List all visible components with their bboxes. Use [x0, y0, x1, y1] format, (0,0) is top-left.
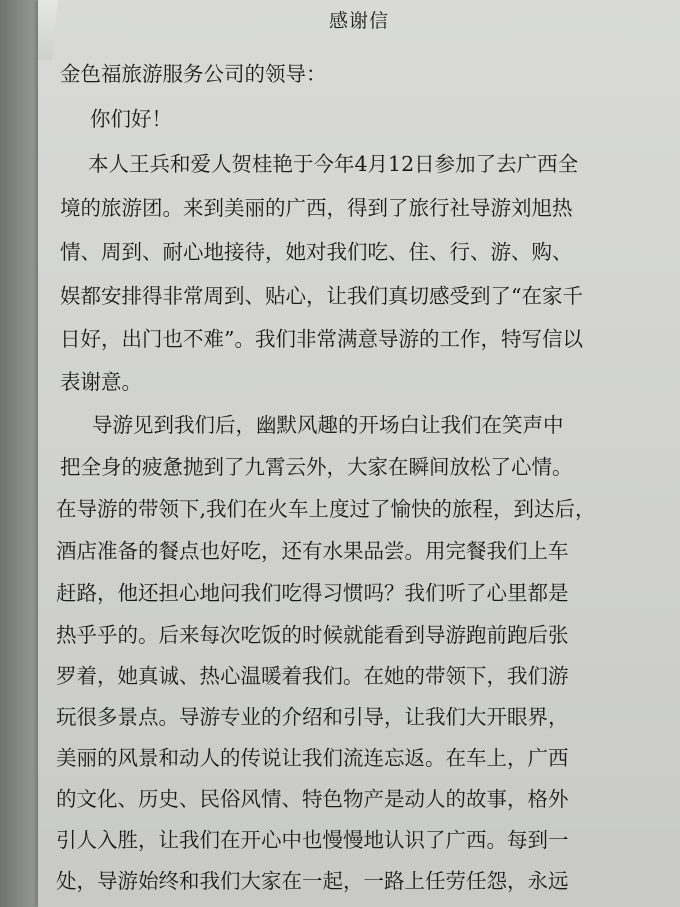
letter-line: 把全身的疲惫抛到了九霄云外，大家在瞬间放松了心情。: [60, 455, 573, 479]
letter-line: 在导游的带领下,我们在火车上度过了愉快的旅程，到达后，: [56, 497, 596, 521]
letter-line: 引人入胜，让我们在开心中也慢慢地认识了广西。每到一: [56, 828, 569, 852]
letter-line: 的文化、历史、民俗风情、特色物产是动人的故事，格外: [56, 787, 569, 811]
letter-title: 感谢信: [328, 10, 389, 32]
letter-line: 酒店准备的餐点也好吃，还有水果品尝。用完餐我们上车: [56, 539, 569, 563]
letter-line: 罗着，她真诚、热心温暖着我们。在她的带领下，我们游: [56, 664, 569, 688]
letter-line: 境的旅游团。来到美丽的广西，得到了旅行社导游刘旭热: [60, 196, 573, 220]
letter-line: 玩很多景点。导游专业的介绍和引导，让我们大开眼界，: [56, 705, 569, 729]
letter-line: 日好，出门也不难”。我们非常满意导游的工作，特写信以: [60, 327, 583, 351]
table-background: [0, 0, 40, 907]
letter-line: 赶路，他还担心地问我们吃得习惯吗？我们听了心里都是: [56, 581, 569, 605]
letter-line: 热乎乎的。后来每次吃饭的时候就能看到导游跑前跑后张: [56, 623, 569, 647]
letter-line: 处，导游始终和我们大家在一起，一路上任劳任怨，永远: [56, 869, 569, 893]
letter-line: 娱都安排得非常周到、贴心，让我们真切感受到了“在家千: [60, 284, 583, 308]
letter-greeting: 你们好！: [90, 107, 172, 131]
letter-salutation: 金色福旅游服务公司的领导：: [60, 62, 327, 86]
letter-line: 情、周到、耐心地接待，她对我们吃、住、行、游、购、: [60, 240, 573, 264]
letter-page: [38, 0, 680, 907]
letter-line: 表谢意。: [60, 370, 142, 394]
letter-line: 导游见到我们后，幽默风趣的开场白让我们在笑声中: [92, 413, 564, 437]
letter-line: 本人王兵和爱人贺桂艳于今年4月12日参加了去广西全: [88, 152, 579, 176]
letter-line: 美丽的风景和动人的传说让我们流连忘返。在车上，广西: [56, 746, 569, 770]
